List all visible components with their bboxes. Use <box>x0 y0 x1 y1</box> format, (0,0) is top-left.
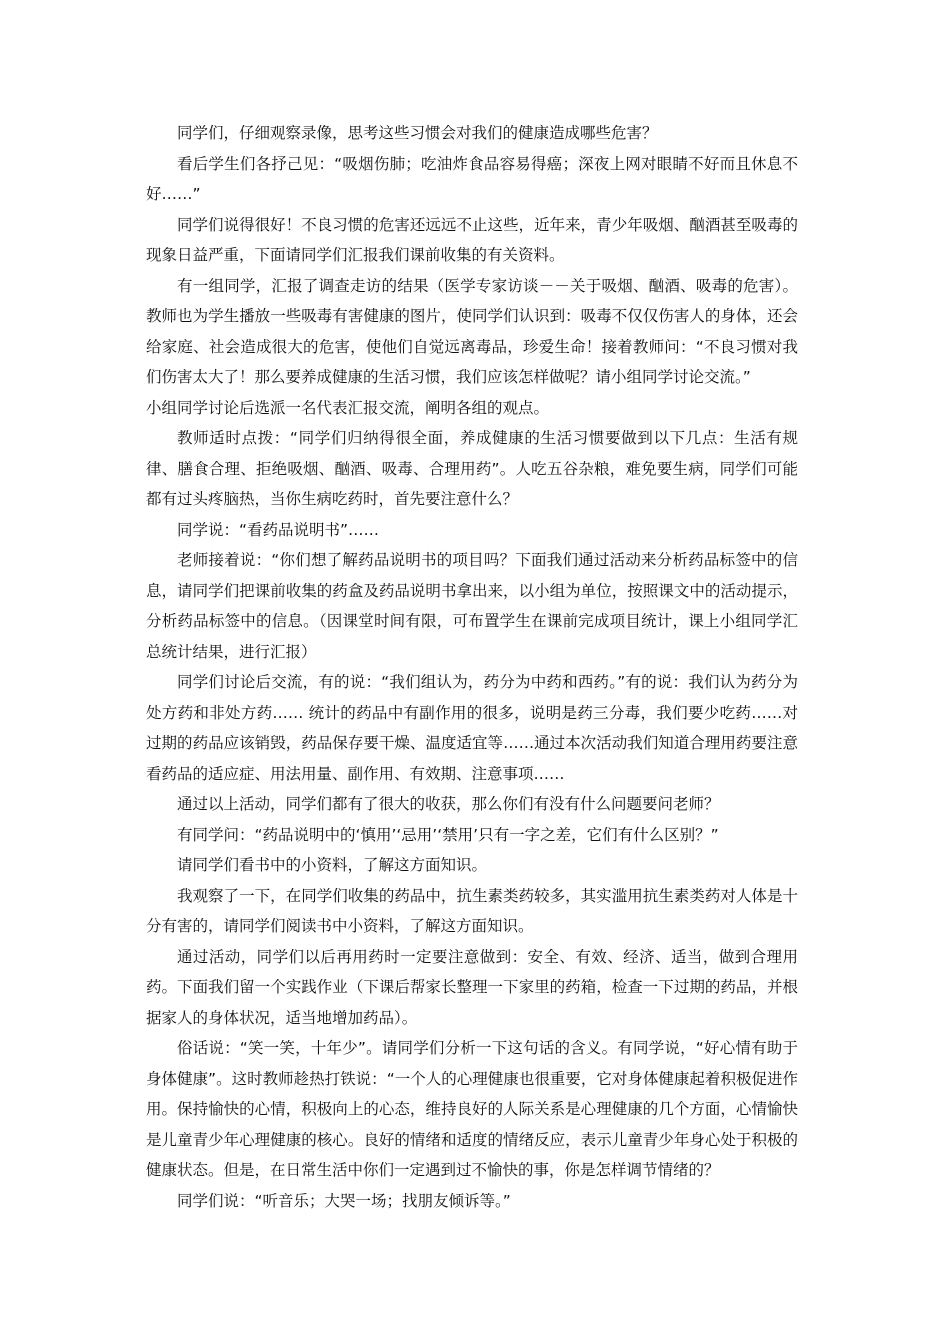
document-body <box>146 118 798 1216</box>
paragraph-7: 同学说：“看药品说明书”…… <box>177 520 380 539</box>
paragraph-4: 有一组同学，汇报了调查走访的结果（医学专家访谈－－关于吸烟、酗酒、吸毒的危害）。教师也为学生播放一些吸毒有害健康的图片，使同学们认识到：吸毒不仅仅伤害人的身体，还会给家庭、社会造成很大的危害，使他们自觉远离毒品，珍爱生命！接着教师问：“不良习惯对我们伤害太大了！那么要养成健康的生活习惯，我们应该怎样做呢？请小组同学讨论交流。” <box>146 276 798 386</box>
paragraph-11: 有同学问：“药品说明中的‘慎用’‘忌用’‘禁用’只有一字之差，它们有什么区别？” <box>177 825 719 844</box>
paragraph-3: 同学们说得很好！不良习惯的危害还远远不止这些，近年来，青少年吸烟、酗酒甚至吸毒的现象日益严重，下面请同学们汇报我们课前收集的有关资料。 <box>146 215 798 264</box>
paragraph-12: 请同学们看书中的小资料，了解这方面知识。 <box>177 856 488 874</box>
paragraph-13: 我观察了一下，在同学们收集的药品中，抗生素类药较多，其实滥用抗生素类药对人体是十分有害的，请同学们阅读书中小资料，了解这方面知识。 <box>146 886 798 935</box>
paragraph-16: 同学们说：“听音乐；大哭一场；找朋友倾诉等。” <box>177 1191 511 1210</box>
paragraph-9: 同学们讨论后交流，有的说：“我们组认为，药分为中药和西药。”有的说：我们认为药分为处方药和非处方药…… 统计的药品中有副作用的很多，说明是药三分毒，我们要少吃药……对过期的药品应该销毁，药品保存要干燥、温度适宜等……通过本次活动我们知道合理用药要注意看药品的适应症、用法用量、副作用、有效期、注意事项…… <box>146 673 798 783</box>
paragraph-14: 通过活动，同学们以后再用药时一定要注意做到：安全、有效、经济、适当，做到合理用药。下面我们留一个实践作业（下课后帮家长整理一下家里的药箱，检查一下过期的药品，并根据家人的身体状况，适当地增加药品）。 <box>146 947 798 1027</box>
paragraph-1: 同学们，仔细观察录像，思考这些习惯会对我们的健康造成哪些危害？ <box>177 124 658 142</box>
paragraph-5: 小组同学讨论后选派一名代表汇报交流，阐明各组的观点。 <box>146 398 550 417</box>
paragraph-6: 教师适时点拨：“同学们归纳得很全面，养成健康的生活习惯要做到以下几点：生活有规律、膳食合理、拒绝吸烟、酗酒、吸毒、合理用药”。人吃五谷杂粮，难免要生病，同学们可能都有过头疼脑热，当你生病吃药时，首先要注意什么？ <box>146 429 798 508</box>
paragraph-8: 老师接着说：“你们想了解药品说明书的项目吗？下面我们通过活动来分析药品标签中的信息，请同学们把课前收集的药盒及药品说明书拿出来，以小组为单位，按照课文中的活动提示，分析药品标签中的信息。（因课堂时间有限，可布置学生在课前完成项目统计，课上小组同学汇总统计结果，进行汇报） <box>146 551 798 661</box>
paragraph-2: 看后学生们各抒己见：“吸烟伤肺；吃油炸食品容易得癌；深夜上网对眼睛不好而且休息不好……” <box>146 154 798 203</box>
paragraph-15: 俗话说：“笑一笑，十年少”。请同学们分析一下这句话的含义。有同学说，“好心情有助于身体健康”。这时教师趁热打铁说：“一个人的心理健康也很重要，它对身体健康起着积极促进作用。保持愉快的心情，积极向上的心态，维持良好的人际关系是心理健康的几个方面，心情愉快是儿童青少年心理健康的核心。良好的情绪和适度的情绪反应，表示儿童青少年身心处于积极的健康状态。但是，在日常生活中你们一定遇到过不愉快的事，你是怎样调节情绪的？ <box>146 1039 798 1179</box>
paragraph-10: 通过以上活动，同学们都有了很大的收获，那么你们有没有什么问题要问老师？ <box>177 795 720 813</box>
